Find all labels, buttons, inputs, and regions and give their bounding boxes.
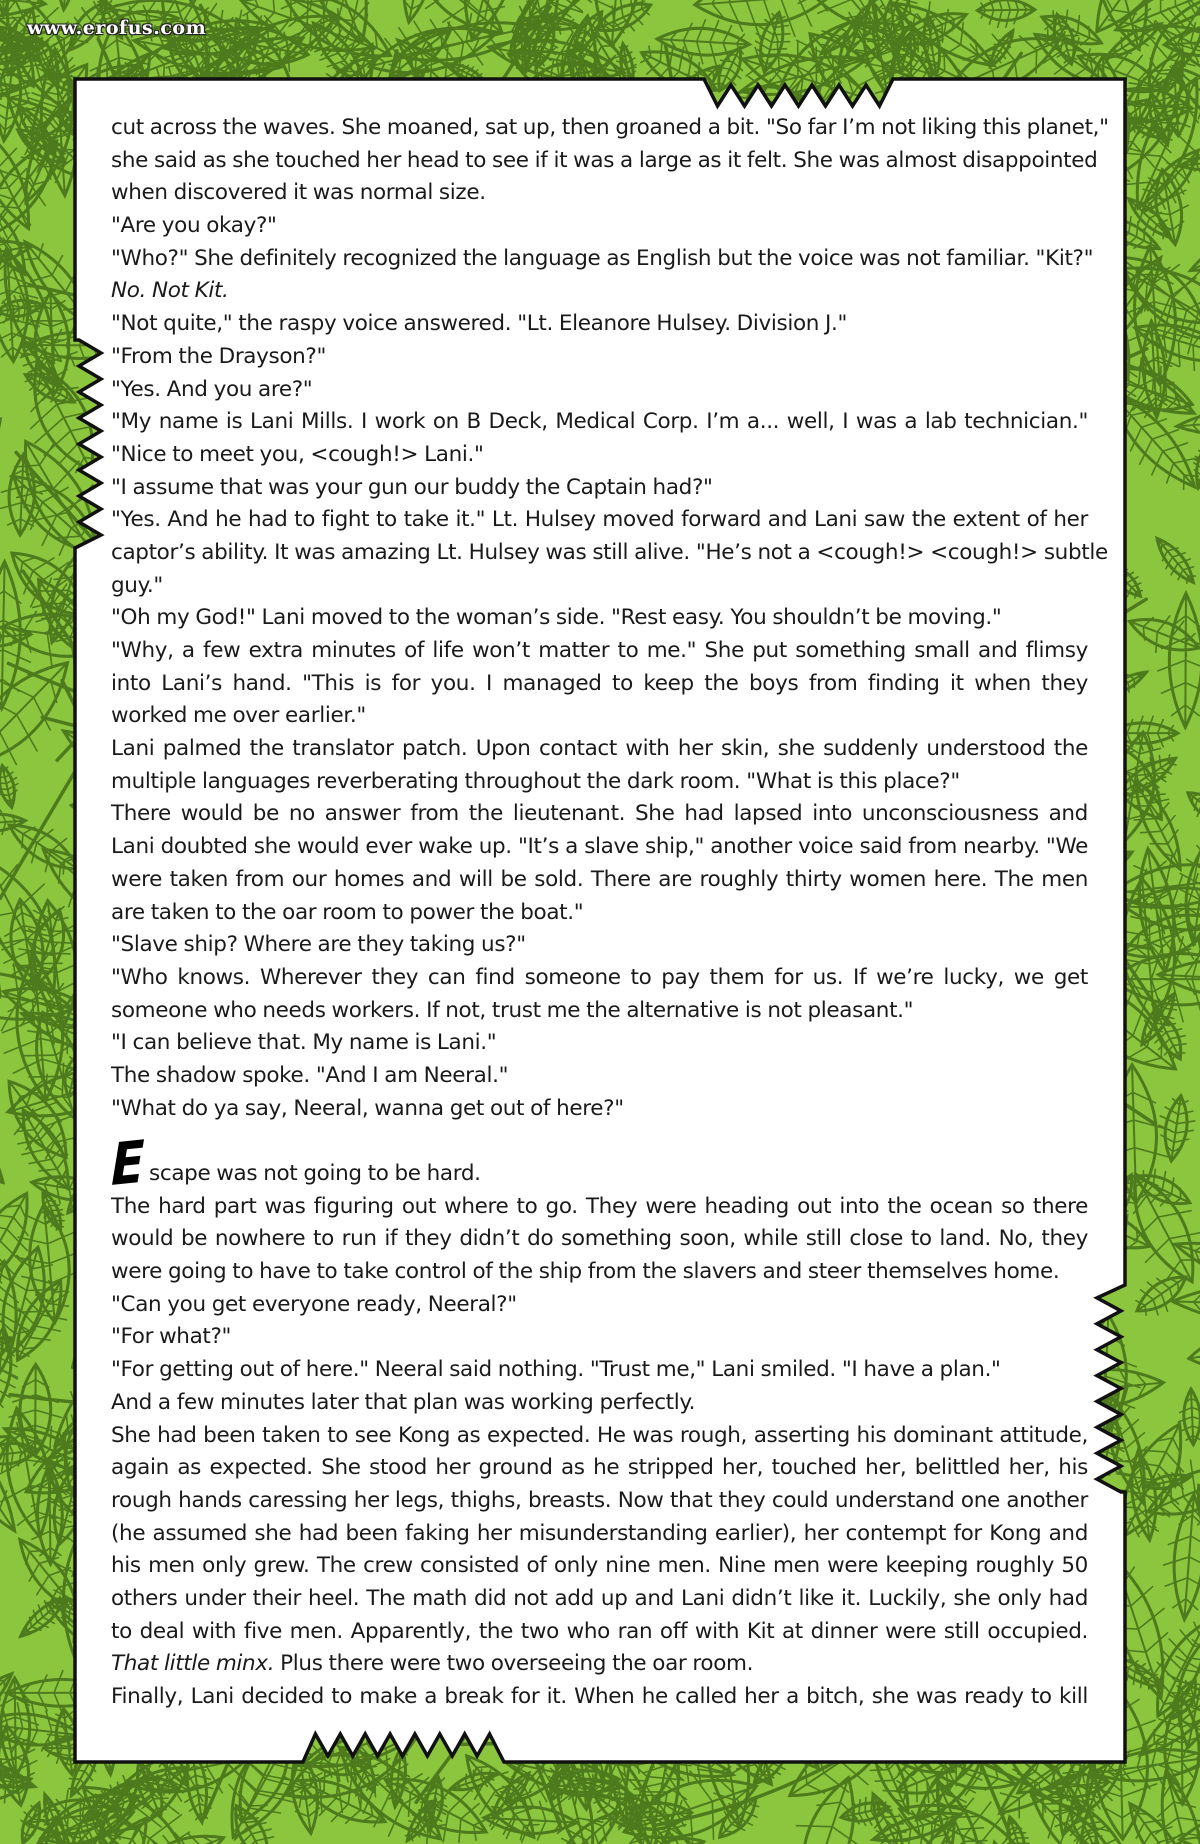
- line-text: And a few minutes later that plan was working perfectly.: [111, 1389, 696, 1415]
- story-section-1: [111, 112, 1109, 1125]
- text-line: [111, 1485, 1088, 1518]
- line-text: "Slave ship? Where are they taking us?": [111, 932, 526, 958]
- text-line: [111, 243, 1094, 276]
- text-line: [111, 1550, 1088, 1583]
- line-text: are taken to the oar room to power the boat.": [111, 899, 584, 925]
- line-text: guy.": [111, 572, 163, 598]
- line-text: "For getting out of here." Neeral said nothing. "Trust me," Lani smiled. "I have a plan.": [111, 1357, 1001, 1383]
- text-line: [111, 929, 1088, 962]
- line-text: "Yes. And he had to fight to take it." Lt. Hulsey moved forward and Lani saw the extent of her: [111, 507, 1088, 533]
- line-text: multiple languages reverberating throughout the dark room. "What is this place?": [111, 768, 960, 794]
- text-line: [111, 406, 1088, 439]
- italic-text: No. Not Kit.: [111, 278, 229, 304]
- text-line: [111, 341, 1088, 374]
- text-line: [111, 766, 1088, 799]
- text-line: [111, 1518, 1088, 1551]
- story-section-2: [111, 1191, 1088, 1714]
- text-line: [111, 1681, 1088, 1714]
- text-line: [111, 1223, 1088, 1256]
- line-text: "I can believe that. My name is Lani.": [111, 1030, 497, 1056]
- text-line: [111, 537, 1108, 570]
- text-line: [111, 700, 1088, 733]
- text-line: [111, 1093, 1088, 1126]
- drop-cap: E: [111, 1127, 145, 1199]
- line-text: captor’s ability. It was amazing Lt. Hulsey was still alive. "He’s not a <cough!> <cough!> subtle: [111, 539, 1108, 565]
- line-text: Finally, Lani decided to make a break for it. When he called her a bitch, she was ready to kill: [111, 1684, 1088, 1709]
- line-text: others under their heel. The math did not add up and Lani didn’t like it. Luckily, she only had: [111, 1585, 1088, 1611]
- text-line: [111, 962, 1088, 995]
- line-text: were taken from our homes and will be sold. There are roughly thirty women here. The men: [111, 866, 1088, 892]
- line-text: when discovered it was normal size.: [111, 180, 486, 206]
- line-text: The shadow spoke. "And I am Neeral.": [111, 1062, 509, 1088]
- text-line: [111, 1616, 1088, 1649]
- line-text: "Who knows. Wherever they can find someone to pay them for us. If we’re lucky, we get: [111, 964, 1088, 990]
- drop-cap-line: [111, 1127, 1088, 1199]
- line-text: someone who needs workers. If not, trust me the alternative is not pleasant.": [111, 997, 914, 1023]
- text-line: [111, 831, 1088, 864]
- line-text: into Lani’s hand. "This is for you. I managed to keep the boys from finding it when they: [111, 670, 1088, 696]
- line-text: Lani doubted she would ever wake up. "It’s a slave ship," another voice said from nearby. "We: [111, 834, 1088, 860]
- line-text: his men only grew. The crew consisted of only nine men. Nine men were keeping roughly 50: [111, 1553, 1088, 1579]
- text-line: [111, 210, 1088, 243]
- italic-text: That little minx.: [111, 1651, 275, 1677]
- section-gap: [111, 1125, 1088, 1158]
- line-text: again as expected. She stood her ground as he stripped her, touched her, belittled her, his: [111, 1455, 1088, 1481]
- line-text: "Why, a few extra minutes of life won’t matter to me." She put something small and flimsy: [111, 638, 1088, 663]
- line-text: "Can you get everyone ready, Neeral?": [111, 1291, 517, 1317]
- text-line: [111, 1583, 1088, 1616]
- text-line: [111, 439, 1088, 472]
- line-text: "For what?": [111, 1324, 232, 1350]
- line-text: "Not quite," the raspy voice answered. "Lt. Eleanore Hulsey. Division J.": [111, 311, 848, 337]
- line-text: The hard part was figuring out where to go. They were heading out into the ocean so there: [111, 1193, 1088, 1219]
- line-text: "What do ya say, Neeral, wanna get out of here?": [111, 1095, 624, 1121]
- text-line: [111, 1321, 1088, 1354]
- text-line: [111, 1289, 1088, 1322]
- text-line: [111, 897, 1088, 930]
- line-text: (he assumed she had been faking her misunderstanding earlier), her contempt for Kong and: [111, 1520, 1088, 1546]
- text-line: [111, 668, 1088, 701]
- text-line: [111, 864, 1088, 897]
- text-line: [111, 308, 1088, 341]
- line-text: Plus there were two overseeing the oar room.: [274, 1651, 754, 1677]
- text-line: [111, 472, 1088, 505]
- line-text: "Are you okay?": [111, 213, 277, 239]
- watermark: www.erofus.com: [27, 17, 207, 39]
- text-line: [111, 1191, 1088, 1224]
- text-line: [111, 733, 1088, 766]
- line-text: "From the Drayson?": [111, 343, 327, 369]
- line-text: rough hands caressing her legs, thighs, breasts. Now that they could understand one another: [111, 1487, 1088, 1513]
- story-text: [111, 112, 1109, 1714]
- text-line: [111, 177, 1088, 210]
- line-text: cut across the waves. She moaned, sat up, then groaned a bit. "So far I’m not liking this planet,": [111, 115, 1109, 140]
- line-text: She had been taken to see Kong as expected. He was rough, asserting his dominant attitude,: [111, 1422, 1088, 1448]
- text-line: [111, 112, 1109, 145]
- line-text: would be nowhere to run if they didn’t do something soon, while still close to land. No, they: [111, 1226, 1088, 1252]
- text-line: [111, 1387, 1088, 1420]
- text-line: [111, 1452, 1088, 1485]
- line-text: "Yes. And you are?": [111, 376, 313, 402]
- line-text: "Who?" She definitely recognized the language as English but the voice was not familiar. "Kit?": [111, 245, 1094, 271]
- text-line: [111, 995, 1088, 1028]
- text-line: [111, 1027, 1088, 1060]
- text-line: [111, 1060, 1088, 1093]
- text-line: [111, 570, 1088, 603]
- text-line: [111, 275, 1088, 308]
- text-line: [111, 1648, 1088, 1681]
- text-line: [111, 1256, 1088, 1289]
- line-text: she said as she touched her head to see if it was a large as it felt. She was almost disappointed: [111, 147, 1098, 173]
- text-line: [111, 1354, 1088, 1387]
- line-text: "I assume that was your gun our buddy the Captain had?": [111, 474, 713, 500]
- text-line: [111, 798, 1088, 831]
- text-line: [111, 504, 1088, 537]
- line-text: "My name is Lani Mills. I work on B Deck, Medical Corp. I’m a... well, I was a lab technician.": [111, 409, 1088, 435]
- drop-cap-line-text: scape was not going to be hard.: [149, 1161, 481, 1186]
- line-text: to deal with five men. Apparently, the two who ran off with Kit at dinner were still occupied.: [111, 1618, 1088, 1644]
- text-line: [111, 602, 1088, 635]
- text-line: [111, 145, 1098, 178]
- text-line: [111, 635, 1088, 668]
- line-text: There would be no answer from the lieutenant. She had lapsed into unconsciousness and: [111, 801, 1088, 827]
- text-line: [111, 1420, 1088, 1453]
- line-text: were going to have to take control of the ship from the slavers and steer themselves home.: [111, 1259, 1060, 1285]
- line-text: worked me over earlier.": [111, 703, 366, 729]
- line-text: "Oh my God!" Lani moved to the woman’s side. "Rest easy. You shouldn’t be moving.": [111, 605, 1002, 631]
- text-line: [111, 374, 1088, 407]
- line-text: Lani palmed the translator patch. Upon contact with her skin, she suddenly understood the: [111, 736, 1088, 762]
- line-text: "Nice to meet you, <cough!> Lani.": [111, 441, 484, 467]
